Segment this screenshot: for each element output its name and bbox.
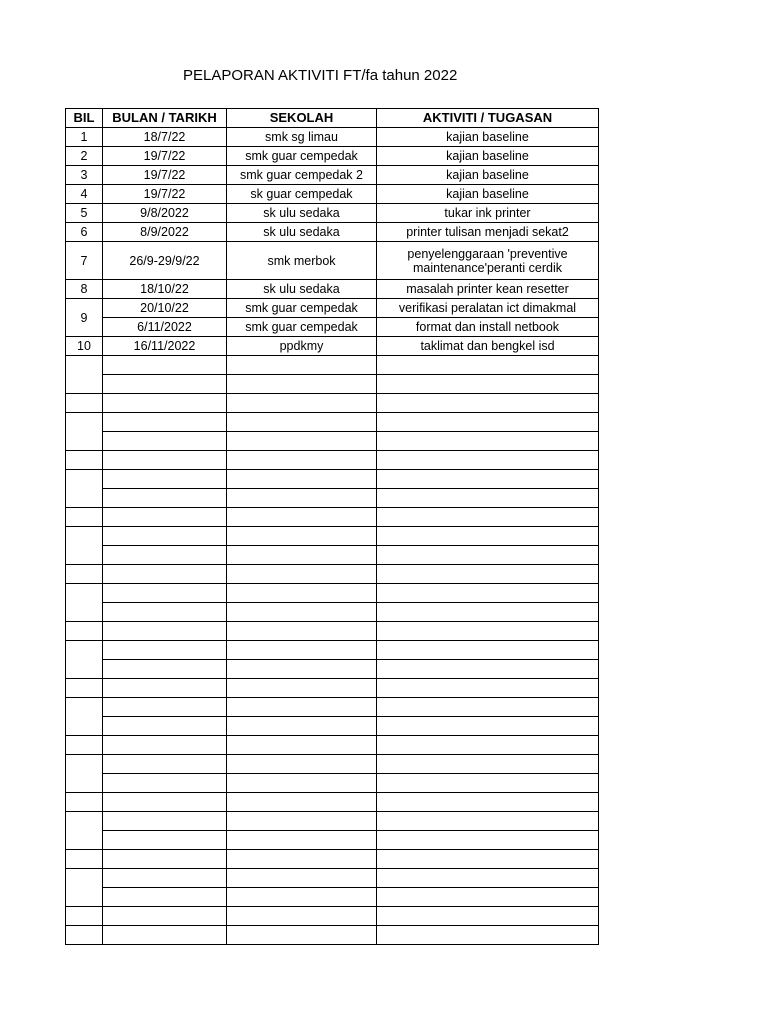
cell-sekolah: sk guar cempedak	[227, 185, 377, 204]
empty-cell	[103, 736, 227, 755]
empty-cell	[227, 698, 377, 717]
cell-sekolah: smk guar cempedak	[227, 299, 377, 318]
empty-row	[66, 356, 599, 375]
empty-cell	[227, 489, 377, 508]
empty-row	[66, 831, 599, 850]
empty-cell	[66, 356, 103, 394]
empty-cell	[66, 679, 103, 698]
cell-bil: 2	[66, 147, 103, 166]
empty-cell	[227, 831, 377, 850]
cell-aktiviti: penyelenggaraan 'preventive maintenance'peranti cerdik	[377, 242, 599, 280]
cell-aktiviti: masalah printer kean resetter	[377, 280, 599, 299]
empty-cell	[227, 907, 377, 926]
cell-tarikh: 8/9/2022	[103, 223, 227, 242]
empty-cell	[103, 394, 227, 413]
cell-bil: 6	[66, 223, 103, 242]
empty-row	[66, 546, 599, 565]
empty-cell	[103, 641, 227, 660]
empty-cell	[66, 451, 103, 470]
empty-row	[66, 850, 599, 869]
empty-cell	[227, 565, 377, 584]
empty-cell	[66, 622, 103, 641]
cell-sekolah: smk guar cempedak 2	[227, 166, 377, 185]
empty-cell	[377, 698, 599, 717]
empty-cell	[66, 698, 103, 736]
cell-tarikh: 9/8/2022	[103, 204, 227, 223]
empty-cell	[103, 584, 227, 603]
empty-row	[66, 603, 599, 622]
table-row	[66, 318, 599, 337]
empty-row	[66, 508, 599, 527]
empty-cell	[103, 793, 227, 812]
empty-cell	[377, 394, 599, 413]
empty-cell	[103, 356, 227, 375]
empty-cell	[377, 717, 599, 736]
cell-aktiviti: kajian baseline	[377, 147, 599, 166]
cell-tarikh: 19/7/22	[103, 166, 227, 185]
empty-cell	[377, 660, 599, 679]
cell-sekolah: smk guar cempedak	[227, 318, 377, 337]
empty-cell	[377, 489, 599, 508]
header-sekolah: SEKOLAH	[227, 109, 377, 128]
cell-sekolah: sk ulu sedaka	[227, 223, 377, 242]
empty-row	[66, 432, 599, 451]
empty-cell	[377, 356, 599, 375]
empty-cell	[227, 413, 377, 432]
empty-cell	[227, 470, 377, 489]
empty-cell	[377, 413, 599, 432]
cell-sekolah: smk sg limau	[227, 128, 377, 147]
empty-cell	[227, 527, 377, 546]
table-row	[66, 223, 599, 242]
empty-cell	[227, 603, 377, 622]
header-row	[66, 109, 599, 128]
empty-cell	[227, 584, 377, 603]
empty-row	[66, 717, 599, 736]
empty-cell	[227, 375, 377, 394]
empty-cell	[66, 565, 103, 584]
empty-cell	[103, 603, 227, 622]
empty-cell	[377, 622, 599, 641]
cell-bil: 8	[66, 280, 103, 299]
empty-cell	[66, 470, 103, 508]
empty-cell	[377, 565, 599, 584]
empty-cell	[103, 546, 227, 565]
table-row	[66, 147, 599, 166]
empty-row	[66, 375, 599, 394]
empty-cell	[103, 812, 227, 831]
empty-cell	[377, 888, 599, 907]
cell-tarikh: 18/7/22	[103, 128, 227, 147]
empty-cell	[66, 755, 103, 793]
empty-row	[66, 888, 599, 907]
empty-cell	[377, 869, 599, 888]
empty-row	[66, 755, 599, 774]
empty-cell	[103, 489, 227, 508]
empty-cell	[377, 375, 599, 394]
empty-cell	[377, 508, 599, 527]
empty-row	[66, 869, 599, 888]
empty-cell	[66, 812, 103, 850]
cell-bil: 10	[66, 337, 103, 356]
table-row	[66, 128, 599, 147]
table-row	[66, 337, 599, 356]
cell-aktiviti: format dan install netbook	[377, 318, 599, 337]
empty-row	[66, 641, 599, 660]
empty-cell	[377, 470, 599, 489]
empty-cell	[227, 660, 377, 679]
empty-row	[66, 698, 599, 717]
empty-cell	[66, 641, 103, 679]
cell-sekolah: sk ulu sedaka	[227, 204, 377, 223]
empty-row	[66, 565, 599, 584]
empty-cell	[227, 451, 377, 470]
empty-cell	[377, 527, 599, 546]
empty-row	[66, 660, 599, 679]
activity-table	[65, 108, 599, 945]
empty-cell	[103, 698, 227, 717]
cell-tarikh: 6/11/2022	[103, 318, 227, 337]
empty-cell	[66, 793, 103, 812]
empty-cell	[103, 508, 227, 527]
empty-cell	[227, 546, 377, 565]
empty-cell	[66, 413, 103, 451]
empty-cell	[227, 394, 377, 413]
empty-cell	[66, 584, 103, 622]
empty-cell	[377, 755, 599, 774]
empty-row	[66, 470, 599, 489]
empty-cell	[66, 736, 103, 755]
header-aktiviti: AKTIVITI / TUGASAN	[377, 109, 599, 128]
empty-cell	[377, 736, 599, 755]
empty-cell	[103, 869, 227, 888]
empty-cell	[66, 869, 103, 907]
empty-cell	[103, 717, 227, 736]
empty-cell	[377, 793, 599, 812]
empty-row	[66, 413, 599, 432]
cell-sekolah: smk guar cempedak	[227, 147, 377, 166]
empty-cell	[227, 926, 377, 945]
empty-cell	[103, 375, 227, 394]
empty-cell	[377, 926, 599, 945]
table-row	[66, 242, 599, 280]
empty-cell	[377, 603, 599, 622]
empty-row	[66, 489, 599, 508]
header-tarikh: BULAN / TARIKH	[103, 109, 227, 128]
cell-bil: 7	[66, 242, 103, 280]
empty-row	[66, 679, 599, 698]
empty-row	[66, 622, 599, 641]
empty-row	[66, 527, 599, 546]
empty-cell	[103, 432, 227, 451]
cell-sekolah: smk merbok	[227, 242, 377, 280]
cell-aktiviti: printer tulisan menjadi sekat2	[377, 223, 599, 242]
cell-tarikh: 26/9-29/9/22	[103, 242, 227, 280]
empty-cell	[227, 812, 377, 831]
empty-cell	[103, 451, 227, 470]
empty-cell	[227, 717, 377, 736]
table-row	[66, 280, 599, 299]
empty-row	[66, 907, 599, 926]
empty-cell	[103, 850, 227, 869]
empty-cell	[103, 527, 227, 546]
cell-bil: 1	[66, 128, 103, 147]
cell-bil: 4	[66, 185, 103, 204]
cell-aktiviti: verifikasi peralatan ict dimakmal	[377, 299, 599, 318]
empty-row	[66, 394, 599, 413]
empty-cell	[377, 831, 599, 850]
table-row	[66, 299, 599, 318]
empty-cell	[66, 508, 103, 527]
empty-cell	[377, 850, 599, 869]
cell-aktiviti: kajian baseline	[377, 185, 599, 204]
empty-cell	[227, 432, 377, 451]
cell-bil: 5	[66, 204, 103, 223]
empty-cell	[377, 907, 599, 926]
empty-cell	[103, 470, 227, 489]
empty-cell	[103, 888, 227, 907]
empty-cell	[103, 660, 227, 679]
empty-cell	[227, 869, 377, 888]
empty-cell	[377, 584, 599, 603]
cell-aktiviti: kajian baseline	[377, 166, 599, 185]
empty-row	[66, 451, 599, 470]
empty-cell	[377, 812, 599, 831]
cell-tarikh: 19/7/22	[103, 147, 227, 166]
empty-cell	[227, 736, 377, 755]
empty-cell	[377, 451, 599, 470]
empty-cell	[227, 793, 377, 812]
empty-cell	[227, 356, 377, 375]
empty-row	[66, 793, 599, 812]
empty-cell	[377, 432, 599, 451]
empty-cell	[66, 527, 103, 565]
empty-cell	[227, 774, 377, 793]
empty-cell	[103, 907, 227, 926]
empty-cell	[377, 641, 599, 660]
empty-cell	[103, 413, 227, 432]
empty-row	[66, 926, 599, 945]
empty-cell	[103, 622, 227, 641]
empty-cell	[103, 774, 227, 793]
empty-cell	[377, 679, 599, 698]
empty-cell	[227, 755, 377, 774]
empty-cell	[377, 774, 599, 793]
empty-cell	[227, 850, 377, 869]
table-row	[66, 185, 599, 204]
empty-cell	[227, 508, 377, 527]
empty-cell	[227, 888, 377, 907]
cell-aktiviti: tukar ink printer	[377, 204, 599, 223]
empty-cell	[377, 546, 599, 565]
cell-aktiviti: taklimat dan bengkel isd	[377, 337, 599, 356]
empty-cell	[66, 394, 103, 413]
empty-cell	[103, 679, 227, 698]
empty-cell	[103, 831, 227, 850]
empty-row	[66, 774, 599, 793]
header-bil: BIL	[66, 109, 103, 128]
cell-tarikh: 16/11/2022	[103, 337, 227, 356]
empty-cell	[227, 641, 377, 660]
empty-cell	[66, 926, 103, 945]
empty-cell	[66, 850, 103, 869]
empty-row	[66, 736, 599, 755]
table-row	[66, 204, 599, 223]
cell-sekolah: sk ulu sedaka	[227, 280, 377, 299]
empty-cell	[227, 622, 377, 641]
empty-row	[66, 584, 599, 603]
cell-bil: 3	[66, 166, 103, 185]
page-title: PELAPORAN AKTIVITI FT/fa tahun 2022	[183, 67, 458, 84]
cell-tarikh: 18/10/22	[103, 280, 227, 299]
cell-tarikh: 19/7/22	[103, 185, 227, 204]
cell-bil: 9	[66, 299, 103, 337]
empty-cell	[66, 907, 103, 926]
cell-sekolah: ppdkmy	[227, 337, 377, 356]
table-row	[66, 166, 599, 185]
cell-aktiviti: kajian baseline	[377, 128, 599, 147]
cell-tarikh: 20/10/22	[103, 299, 227, 318]
empty-cell	[227, 679, 377, 698]
empty-row	[66, 812, 599, 831]
empty-cell	[103, 926, 227, 945]
empty-cell	[103, 565, 227, 584]
empty-cell	[103, 755, 227, 774]
